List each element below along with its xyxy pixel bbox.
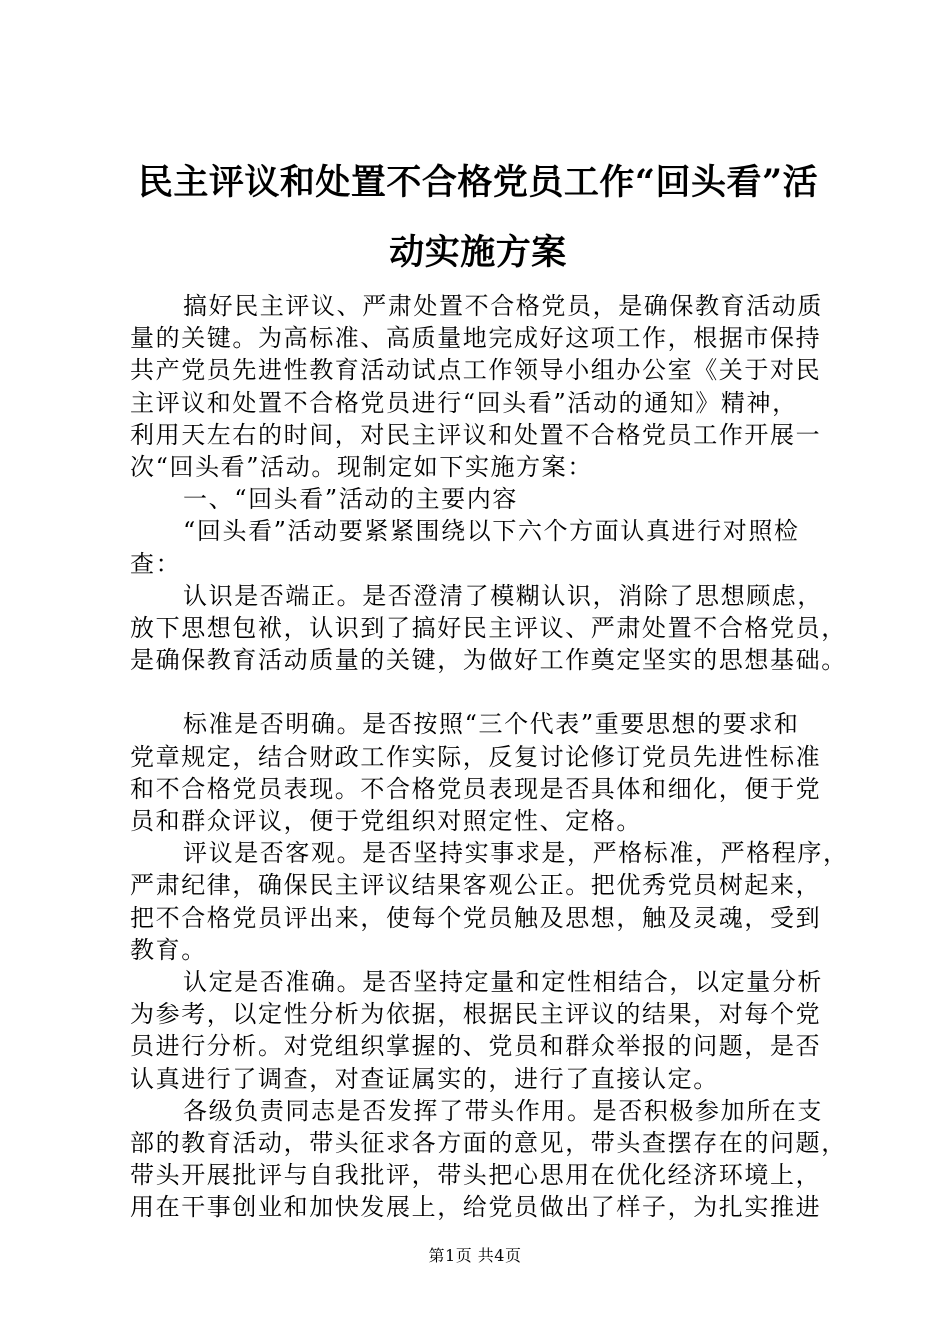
body-text-line: 量的关键。为高标准、高质量地完成好这项工作，根据市保持 (130, 324, 822, 353)
body-text-line: 认定是否准确。是否坚持定量和定性相结合，以定量分析 (183, 967, 823, 996)
body-text-line: 认识是否端正。是否澄清了模糊认识，消除了思想顾虑， (183, 581, 823, 610)
body-text-line: 共产党员先进性教育活动试点工作领导小组办公室《关于对民 (130, 356, 822, 385)
body-text-line: 评议是否客观。是否坚持实事求是，严格标准，严格程序， (183, 839, 849, 868)
body-text-line: 是确保教育活动质量的关键，为做好工作奠定坚实的思想基础。 (130, 646, 847, 675)
body-text-line: 党章规定，结合财政工作实际，反复讨论修订党员先进性标准 (130, 742, 822, 771)
body-text-line: 标准是否明确。是否按照“三个代表”重要思想的要求和 (183, 710, 800, 739)
body-text-line: 放下思想包袱，认识到了搞好民主评议、严肃处置不合格党员， (130, 613, 847, 642)
body-text-line: 把不合格党员评出来，使每个党员触及思想，触及灵魂，受到 (130, 903, 822, 932)
body-text-line: 利用天左右的时间，对民主评议和处置不合格党员工作开展一 (130, 420, 822, 449)
body-text-line: 员和群众评议，便于党组织对照定性、定格。 (130, 807, 642, 835)
title-line: 民主评议和处置不合格党员工作“回头看”活 (137, 162, 819, 203)
body-text-line: 教育。 (130, 935, 207, 964)
body-text-line: 用在干事创业和加快发展上，给党员做出了样子，为扎实推进 (130, 1193, 822, 1222)
body-text-line: 为参考，以定性分析为依据，根据民主评议的结果，对每个党 (130, 1000, 822, 1029)
body-text-line: 次“回头看”活动。现制定如下实施方案： (130, 452, 593, 481)
body-text-line: 搞好民主评议、严肃处置不合格党员，是确保教育活动质 (183, 292, 823, 320)
body-text-line: 一、“回头看”活动的主要内容 (183, 485, 518, 514)
title-line: 动实施方案 (389, 232, 567, 273)
body-text-line: “回头看”活动要紧紧围绕以下六个方面认真进行对照检 (183, 517, 800, 546)
body-text-line: 和不合格党员表现。不合格党员表现是否具体和细化，便于党 (130, 774, 822, 803)
body-text-line: 带头开展批评与自我批评，带头把心思用在优化经济环境上， (130, 1161, 822, 1190)
body-text-line: 各级负责同志是否发挥了带头作用。是否积极参加所在支 (183, 1096, 823, 1125)
body-text-line: 员进行分析。对党组织掌握的、党员和群众举报的问题，是否 (130, 1032, 822, 1061)
body-text-line: 认真进行了调查，对查证属实的，进行了直接认定。 (130, 1064, 719, 1093)
body-text-line: 查： (130, 549, 182, 578)
document-title (120, 148, 836, 288)
body-text-line: 严肃纪律，确保民主评议结果客观公正。把优秀党员树起来， (130, 871, 822, 900)
blank-line (130, 676, 834, 708)
body-text-line: 部的教育活动，带头征求各方面的意见，带头查摆存在的问题， (130, 1128, 847, 1157)
body-text-line: 主评议和处置不合格党员进行“回头看”活动的通知》精神， (130, 388, 798, 417)
page-footer: 第1页 共4页 (428, 1246, 522, 1265)
document-body (130, 290, 849, 1223)
